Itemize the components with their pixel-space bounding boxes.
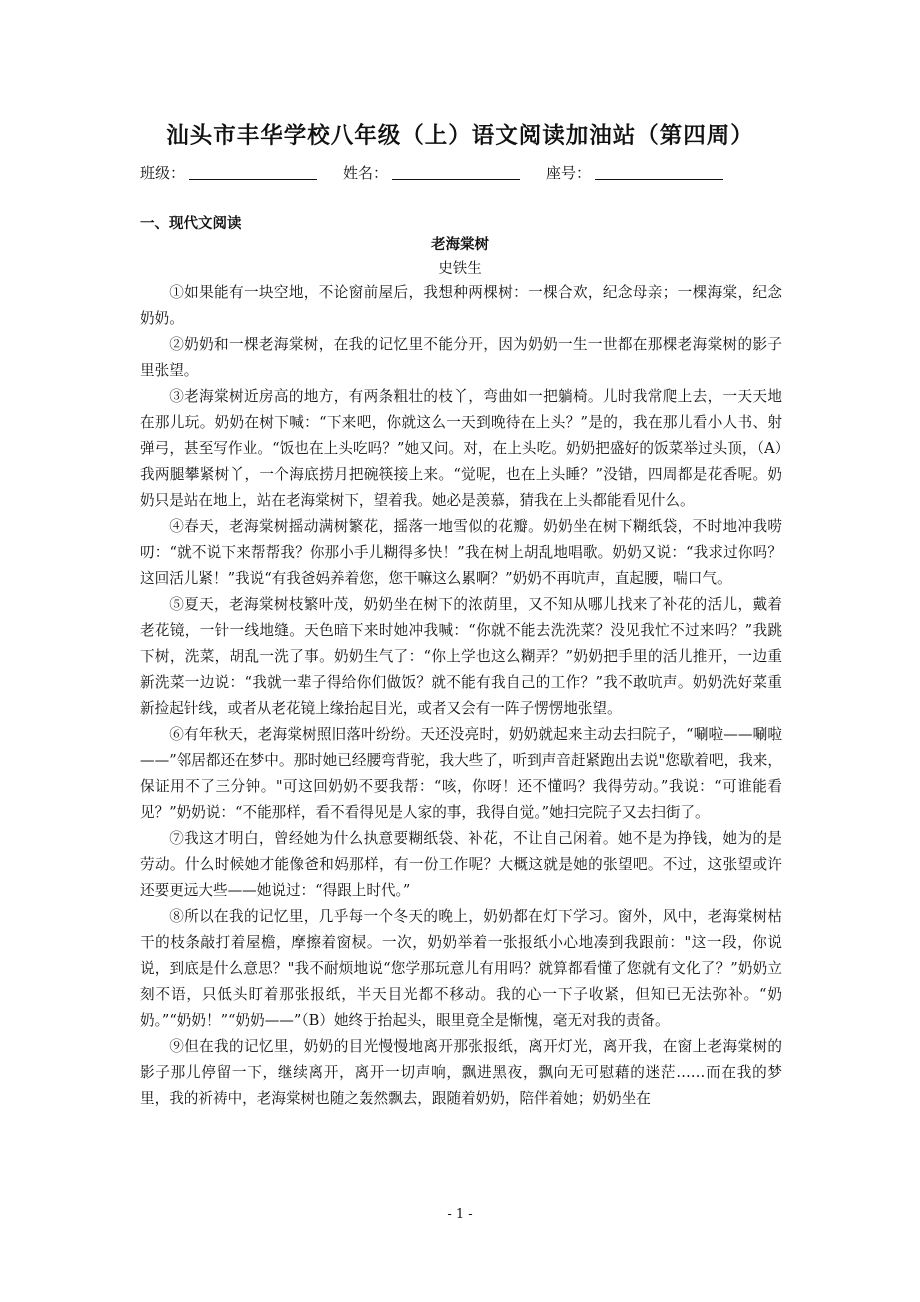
page-number: - 1 - [447, 1207, 473, 1222]
paragraph: ③老海棠树近房高的地方，有两条粗壮的枝丫，弯曲如一把躺椅。儿时我常爬上去，一天天地在那儿玩。奶奶在树下喊：“下来吧，你就这么一天到晚待在上头？”是的，我在那儿看小人书、射弹弓，甚至写作业。“饭也在上头吃吗？”她又问。对，在上头吃。奶奶把盛好的饭菜举过头顶，（A）我两腿攀紧树丫，一个海底捞月把碗筷接上来。“觉呢，也在上头睡？”没错，四周都是花香呢。奶奶只是站在地上，站在老海棠树下，望着我。她必是羡慕，猜我在上头都能看见什么。 [140, 388, 782, 509]
paragraph: ①如果能有一块空地，不论窗前屋后，我想种两棵树：一棵合欢，纪念母亲；一棵海棠，纪念奶奶。 [140, 284, 782, 327]
paragraph: ⑦我这才明白，曾经她为什么执意要糊纸袋、补花，不让自己闲着。她不是为挣钱，她为的是劳动。什么时候她才能像爸和妈那样，有一份工作呢？大概这就是她的张望吧。不过，这张望或许还要更远大些——她说过：“得跟上时代。” [140, 830, 782, 899]
document-title: 汕头市丰华学校八年级（上）语文阅读加油站（第四周） [166, 123, 754, 149]
article-title: 老海棠树 [431, 237, 489, 253]
name-label: 姓名： [343, 164, 389, 182]
name-field [343, 162, 520, 183]
paragraph: ⑧所以在我的记忆里，几乎每一个冬天的晚上，奶奶都在灯下学习。窗外，风中，老海棠树枯干的枝条敲打着屋檐，摩擦着窗棂。一次，奶奶举着一张报纸小心地凑到我跟前："这一段，你说说，到底是什么意思？"我不耐烦地说“您学那玩意儿有用吗？就算都看懂了您就有文化了？”奶奶立刻不语，只低头盯着那张报纸，半天目光都不移动。我的心一下子收紧，但知已无法弥补。“奶奶。”“奶奶！”“奶奶——”（B）她终于抬起头，眼里竟全是惭愧，毫无对我的责备。 [140, 908, 782, 1029]
seat-field [546, 162, 723, 183]
class-field [140, 162, 317, 183]
section-heading: 一、现代文阅读 [140, 216, 242, 232]
article-body [140, 280, 782, 1112]
paragraph: ④春天，老海棠树摇动满树繁花，摇落一地雪似的花瓣。奶奶坐在树下糊纸袋，不时地冲我唠叨：“就不说下来帮帮我？你那小手儿糊得多快！”我在树上胡乱地唱歌。奶奶又说：“我求过你吗？这回活儿紧！”我说“有我爸妈养着您，您干嘛这么累啊？”奶奶不再吭声，直起腰，喘口气。 [140, 518, 782, 587]
paragraph: ②奶奶和一棵老海棠树，在我的记忆里不能分开，因为奶奶一生一世都在那棵老海棠树的影子里张望。 [140, 336, 782, 379]
article-author: 史铁生 [438, 261, 482, 277]
name-blank [392, 165, 520, 180]
class-blank [189, 165, 317, 180]
seat-blank [595, 165, 723, 180]
paragraph: ⑥有年秋天，老海棠树照旧落叶纷纷。天还没亮时，奶奶就起来主动去扫院子，“唰啦——唰啦——”邻居都还在梦中。那时她已经腰弯背驼，我大些了，听到声音赶紧跑出去说"您歇着吧，我来，保证用不了三分钟。"可这回奶奶不要我帮：“咳，你呀！还不懂吗？我得劳动。”我说：“可谁能看见？”奶奶说：“不能那样，看不看得见是人家的事，我得自觉。”她扫完院子又去扫街了。 [140, 726, 782, 821]
paragraph: ⑤夏天，老海棠树枝繁叶茂，奶奶坐在树下的浓荫里，又不知从哪儿找来了补花的活儿，戴着老花镜，一针一线地缝。天色暗下来时她冲我喊：“你就不能去洗洗菜？没见我忙不过来吗？”我跳下树，洗菜，胡乱一洗了事。奶奶生气了：“你上学也这么糊弄？”奶奶把手里的活儿推开，一边重新洗菜一边说：“我就一辈子得给你们做饭？就不能有我自己的工作？”我不敢吭声。奶奶洗好菜重新捡起针线，或者从老花镜上缘抬起目光，或者又会有一阵子愣愣地张望。 [140, 596, 782, 717]
seat-label: 座号： [546, 164, 592, 182]
class-label: 班级： [140, 164, 186, 182]
paragraph: ⑨但在我的记忆里，奶奶的目光慢慢地离开那张报纸，离开灯光，离开我，在窗上老海棠树的影子那儿停留一下，继续离开，离开一切声响，飘进黑夜，飘向无可慰藉的迷茫……而在我的梦里，我的祈祷中，老海棠树也随之轰然飘去，跟随着奶奶，陪伴着她；奶奶坐在 [140, 1038, 782, 1107]
